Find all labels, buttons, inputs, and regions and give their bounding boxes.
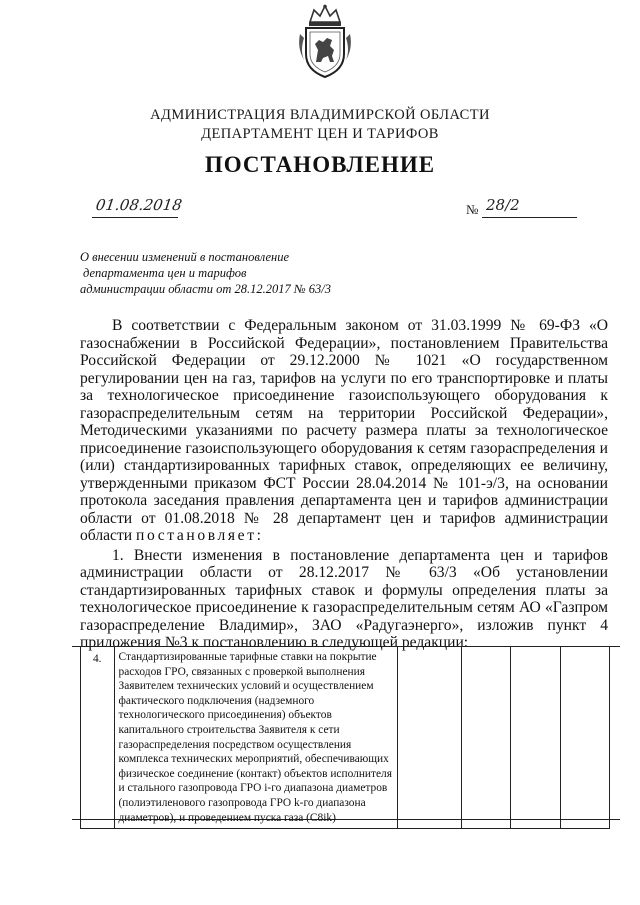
tariff-table <box>80 646 610 829</box>
preamble-text: В соответствии с Федеральным законом от 31.03.1999 № 69-ФЗ «О газоснабжении в Российской Федерации», постановлением Правительства Российской Федерации от 29.12.2000 № 1021 «О государственном регулировании цен на газ, тарифов на услуги по его транспортировке и платы за технологическое присоединение газоиспользующего оборудования к газораспределительным сетям на территории Российской Федерации», Методическими указаниями по расчету размера платы за технологическое присоединение газоиспользующего оборудования к сетям газораспределения и (или) стандартизированных тарифных ставок, определяющих ее величину, утвержденными приказом ФСТ России 28.04.2014 № 101-э/3, на основании протокола заседания правления департамента цен и тарифов администрации области от 01.08.2018 № 28 департамент цен и тарифов администрации области <box>80 317 608 544</box>
coat-of-arms-icon <box>296 4 354 80</box>
subject-line: администрации области от 28.12.2017 № 63/3 <box>80 282 331 296</box>
department-name: ДЕПАРТАМЕНТ ЦЕН И ТАРИФОВ <box>201 126 439 142</box>
document-body <box>80 317 608 652</box>
paragraph-preamble <box>80 317 608 545</box>
empty-cell <box>560 647 609 829</box>
subject-line: департамента цен и тарифов <box>83 266 247 280</box>
document-date: 01.08.2018 <box>94 196 184 214</box>
paragraph-item-1: 1. Внести изменения в постановление департамента цен и тарифов администрации области от 28.12.2017 № 63/3 «Об установлении стандартизированных тарифных ставок и формулы определения платы за технологическое присоединение к газораспределительным сетям АО «Газпром газораспределение Владимир», ЗАО «Радугаэнерго», изложив пункт 4 приложения №3 к постановлению в следующей редакции: <box>80 546 608 651</box>
organization-name: АДМИНИСТРАЦИЯ ВЛАДИМИРСКОЙ ОБЛАСТИ <box>150 107 490 123</box>
empty-cell <box>462 647 511 829</box>
subject-line: О внесении изменений в постановление <box>80 250 290 264</box>
resolves-keyword: постановляет: <box>136 527 264 544</box>
table-row <box>81 647 610 829</box>
number-label: № <box>466 202 479 217</box>
row-description-cell: Стандартизированные тарифные ставки на покрытие расходов ГРО, связанных с проверкой выполнения Заявителем технических условий и осуществлением фактического подключения (надземного технологического присоединения) объектов капитального строительства Заявителя к сети газораспределения посредством осуществления комплекса технических мероприятий, обеспечивающих физическое соединение (контакт) объектов исполнителя и стального газопровода ГРО i-го диапазона диаметров (полиэтиленового газопровода ГРО k-го диапазона диаметров), и проведением пуска газа (C8ik) <box>114 647 398 829</box>
document-title: ПОСТАНОВЛЕНИЕ <box>204 152 436 177</box>
empty-cell <box>511 647 560 829</box>
document-subject <box>80 249 380 297</box>
empty-cell <box>398 647 462 829</box>
row-number-cell: 4. <box>81 647 115 829</box>
document-number: 28/2 <box>486 196 520 214</box>
